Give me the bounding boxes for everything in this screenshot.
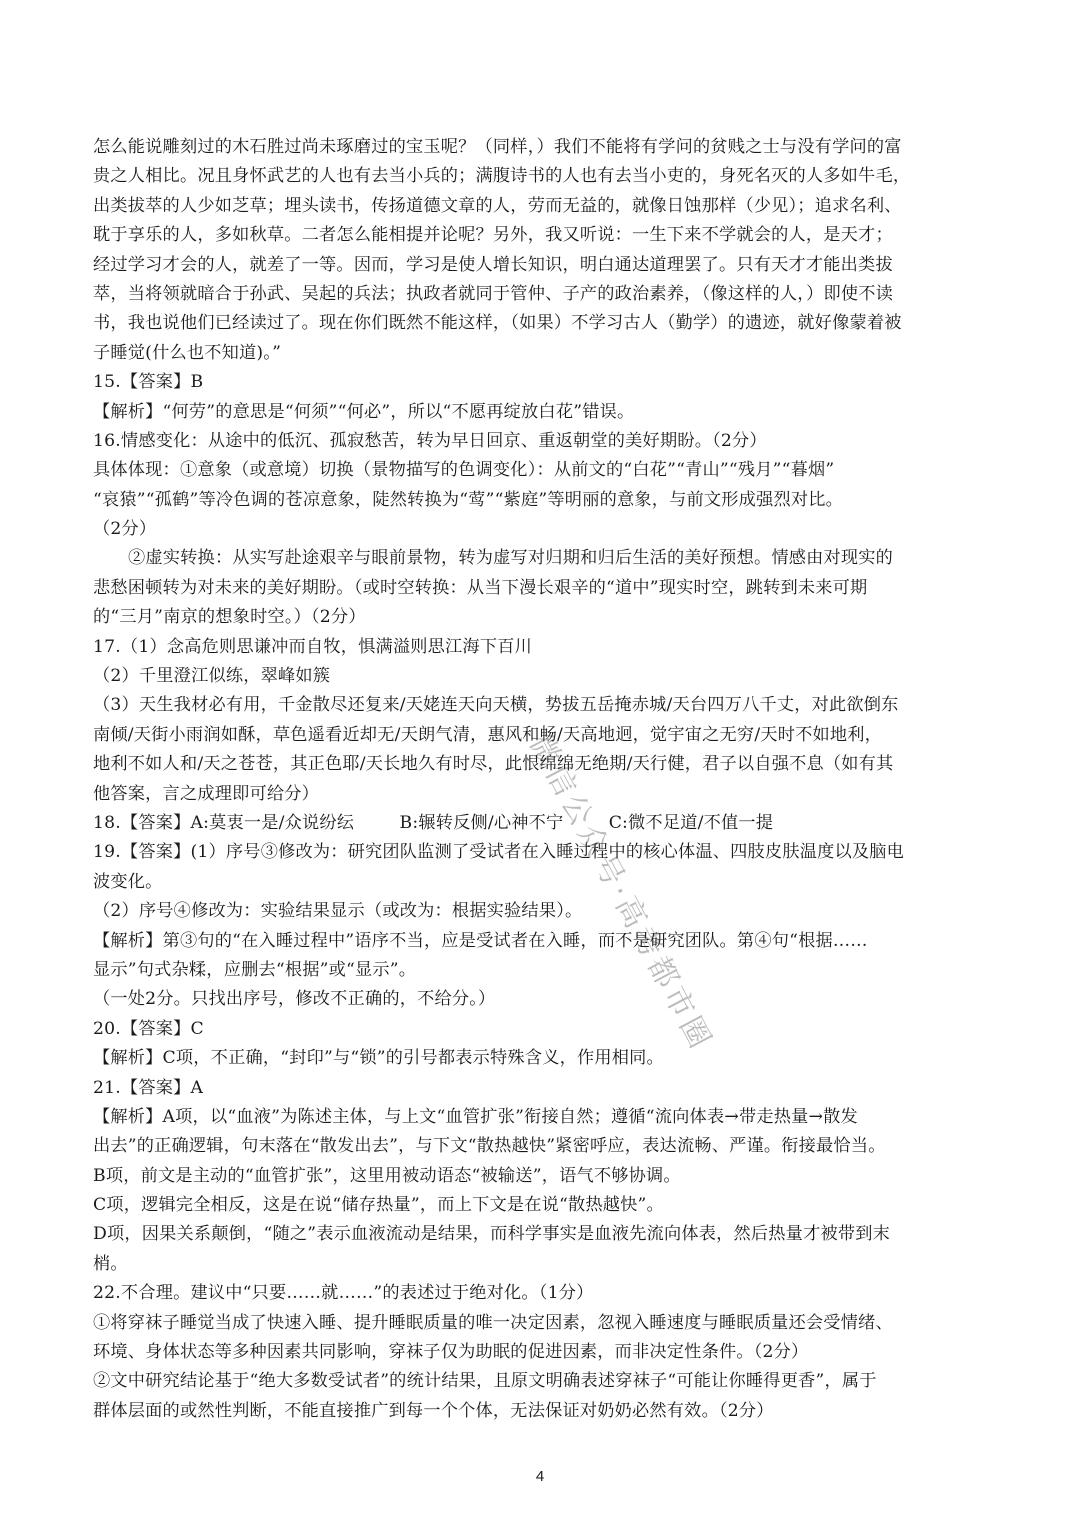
text-line: 的“三月”南京的想象时空。）（2分） [93, 607, 366, 628]
text-line: （2）序号④修改为：实验结果显示（或改为：根据实验结果）。 [93, 901, 583, 922]
text-line: 怎么能说雕刻过的木石胜过尚未琢磨过的宝玉呢？（同样，）我们不能将有学问的贫贱之士与没有学问的富 [93, 137, 902, 157]
page-number: 4 [535, 1468, 545, 1485]
text-line: 耽于享乐的人，多如秋草。二者怎么能相提并论呢？另外，我又听说：一生下来不学就会的人，是天才； [93, 225, 893, 246]
text-line: 萃，当将领就暗合于孙武、吴起的兵法；执政者就同于管仲、子产的政治素养，（像这样的人，）即使不读 [93, 283, 894, 304]
text-line: “哀猿”“孤鹤”等冷色调的苍凉意象，陡然转换为“莺”“紫庭”等明丽的意象，与前文形成强烈对比。 [93, 489, 844, 510]
text-line: 子睡觉(什么也不知道)。” [93, 342, 282, 363]
answer-21: 21.【答案】A [93, 1077, 204, 1098]
text-line: （2）千里澄江似练，翠峰如簇 [93, 666, 331, 687]
analysis-19: 【解析】第③句的“在入睡过程中”语序不当，应是受试者在入睡，而不是研究团队。第④句“根据…… [93, 930, 868, 951]
text-line: （3）天生我材必有用，千金散尽还复来/天姥连天向天横，势拔五岳掩赤城/天台四万八千丈，对此欲倒东 [93, 695, 899, 716]
text-line: 群体层面的或然性判断，不能直接推广到每一个个体，无法保证对奶奶必然有效。（2分） [93, 1400, 774, 1421]
text-line: 波变化。 [93, 871, 163, 892]
text-line: 梢。 [93, 1253, 128, 1274]
analysis-20: 【解析】C项，不正确，“封印”与“锁”的引号都表示特殊含义，作用相同。 [93, 1048, 664, 1069]
text-line: D项，因果关系颠倒，“随之”表示血液流动是结果，而科学事实是血液先流向体表，然后热量才被带到末 [93, 1224, 891, 1245]
answer-16: 16.情感变化：从途中的低沉、孤寂愁苦，转为早日回京、重返朝堂的美好期盼。（2分） [93, 430, 767, 451]
text-line: 悲愁困顿转为对未来的美好期盼。（或时空转换：从当下漫长艰辛的“道中”现实时空，跳转到未来可期 [93, 577, 868, 598]
text-line: 具体体现：①意象（或意境）切换（景物描写的色调变化）：从前文的“白花”“青山”“残月”“暮烟” [93, 460, 835, 481]
text-line: ②虚实转换：从实写赴途艰辛与眼前景物，转为虚写对归期和归后生活的美好预想。情感由对现实的 [128, 548, 894, 569]
text-line: B项，前文是主动的“血管扩张”，这里用被动语态“被输送”，语气不够协调。 [93, 1165, 681, 1186]
text-line: 显示”句式杂糅，应删去“根据”或“显示”。 [93, 959, 417, 980]
analysis-21: 【解析】A项，以“血液”为陈述主体，与上文“血管扩张”衔接自然；遵循“流向体表→带走热量→散发 [93, 1106, 858, 1127]
answer-20: 20.【答案】C [93, 1018, 204, 1039]
analysis-15: 【解析】“何劳”的意思是“何须”“何必”，所以“不愿再绽放白花”错误。 [93, 401, 635, 422]
text-line: 出去”的正确逻辑，句末落在“散发出去”，与下文“散热越快”紧密呼应，表达流畅、严谨。衔接最恰当。 [93, 1136, 886, 1157]
text-line: （2分） [93, 519, 157, 540]
answer-19: 19.【答案】(1）序号③修改为：研究团队监测了受试者在入睡过程中的核心体温、四肢皮肤温度以及脑电 [93, 842, 905, 863]
text-line: 书，我也说他们已经读过了。现在你们既然不能这样，（如果）不学习古人（勤学）的遗迹，就好像蒙着被 [93, 313, 902, 334]
text-line: C项，逻辑完全相反，这是在说“储存热量”，而上下文是在说“散热越快”。 [93, 1195, 664, 1216]
watermark: 微信公众号·高考都市圈 [522, 728, 719, 1058]
answer-17: 17.（1）念高危则思谦冲而自牧，惧满溢则思江海下百川 [93, 636, 532, 657]
text-line: 他答案，言之成理即可给分） [93, 783, 320, 804]
answer-22: 22.不合理。建议中“只要……就……”的表述过于绝对化。（1分） [93, 1283, 594, 1304]
text-line: （一处2分。只找出序号，修改不正确的，不给分。） [93, 989, 496, 1010]
text-line: 环境、身体状态等多种因素共同影响，穿袜子仅为助眠的促进因素，而非决定性条件。（2分） [93, 1342, 809, 1363]
answer-18: 18.【答案】A:莫衷一是/众说纷纭 B:辗转反侧/心神不宁 C:微不足道/不值一提 [93, 812, 774, 833]
text-line: 经过学习才会的人，就差了一等。因而，学习是使人增长知识，明白通达道理罢了。只有天才才能出类拔 [93, 254, 893, 275]
text-line: ①将穿袜子睡觉当成了快速入睡、提升睡眠质量的唯一决定因素，忽视入睡速度与睡眠质量还会受情绪、 [93, 1312, 893, 1333]
text-line: 贵之人相比。况且身怀武艺的人也有去当小兵的；满腹诗书的人也有去当小吏的，身死名灭的人多如牛毛， [93, 166, 911, 187]
text-line: 地利不如人和/天之苍苍，其正色耶/天长地久有时尽，此恨绵绵无绝期/天行健，君子以自强不息（如有其 [93, 754, 894, 775]
answer-15: 15.【答案】B [93, 372, 204, 393]
text-line: ②文中研究结论基于“绝大多数受试者”的统计结果，且原文明确表述穿袜子“可能让你睡得更香”，属于 [93, 1371, 877, 1392]
text-line: 出类拔萃的人少如芝草；埋头读书，传扬道德文章的人，劳而无益的，就像日蚀那样（少见）；追求名利、 [93, 195, 902, 216]
text-line: 南倾/天街小雨润如酥，草色遥看近却无/天朗气清，惠风和畅/天高地迥，觉宇宙之无穷/天时不如地利， [93, 724, 883, 745]
